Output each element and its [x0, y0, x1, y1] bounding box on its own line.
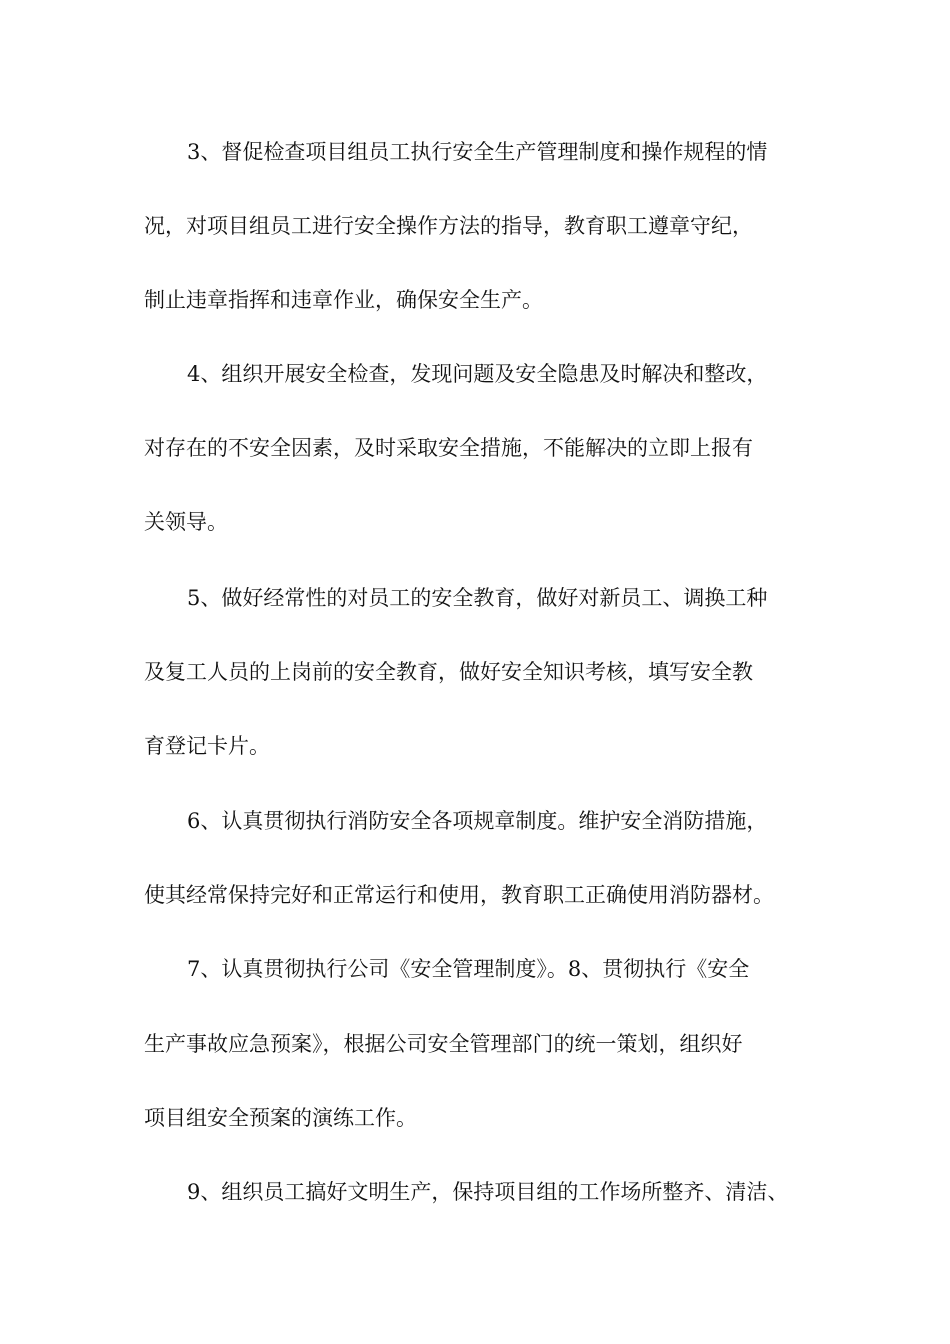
paragraph-9-line-1: 9、组织员工搞好文明生产，保持项目组的工作场所整齐、清洁、: [187, 1180, 789, 1204]
paragraph-5-line-2: 及复工人员的上岗前的安全教育，做好安全知识考核，填写安全教: [144, 660, 753, 684]
paragraph-7-line-1: 7、认真贯彻执行公司《安全管理制度》。8、贯彻执行《安全: [187, 957, 750, 981]
paragraph-5-line-3: 育登记卡片。: [144, 734, 270, 758]
paragraph-4-line-2: 对存在的不安全因素，及时采取安全措施，不能解决的立即上报有: [144, 436, 753, 460]
paragraph-7-line-3: 项目组安全预案的演练工作。: [144, 1106, 417, 1130]
paragraph-4-line-3: 关领导。: [144, 510, 228, 534]
paragraph-4-line-1: 4、组织开展安全检查，发现问题及安全隐患及时解决和整改，: [187, 362, 768, 386]
paragraph-6-line-1: 6、认真贯彻执行消防安全各项规章制度。维护安全消防措施，: [187, 809, 768, 833]
paragraph-3-line-2: 况，对项目组员工进行安全操作方法的指导，教育职工遵章守纪，: [144, 214, 753, 238]
paragraph-3-line-1: 3、督促检查项目组员工执行安全生产管理制度和操作规程的情: [187, 140, 768, 164]
paragraph-3-line-3: 制止违章指挥和违章作业，确保安全生产。: [144, 288, 543, 312]
paragraph-6-line-2: 使其经常保持完好和正常运行和使用，教育职工正确使用消防器材。: [144, 883, 774, 907]
paragraph-7-line-2: 生产事故应急预案》，根据公司安全管理部门的统一策划，组织好: [144, 1032, 743, 1056]
paragraph-5-line-1: 5、做好经常性的对员工的安全教育，做好对新员工、调换工种: [187, 586, 768, 610]
